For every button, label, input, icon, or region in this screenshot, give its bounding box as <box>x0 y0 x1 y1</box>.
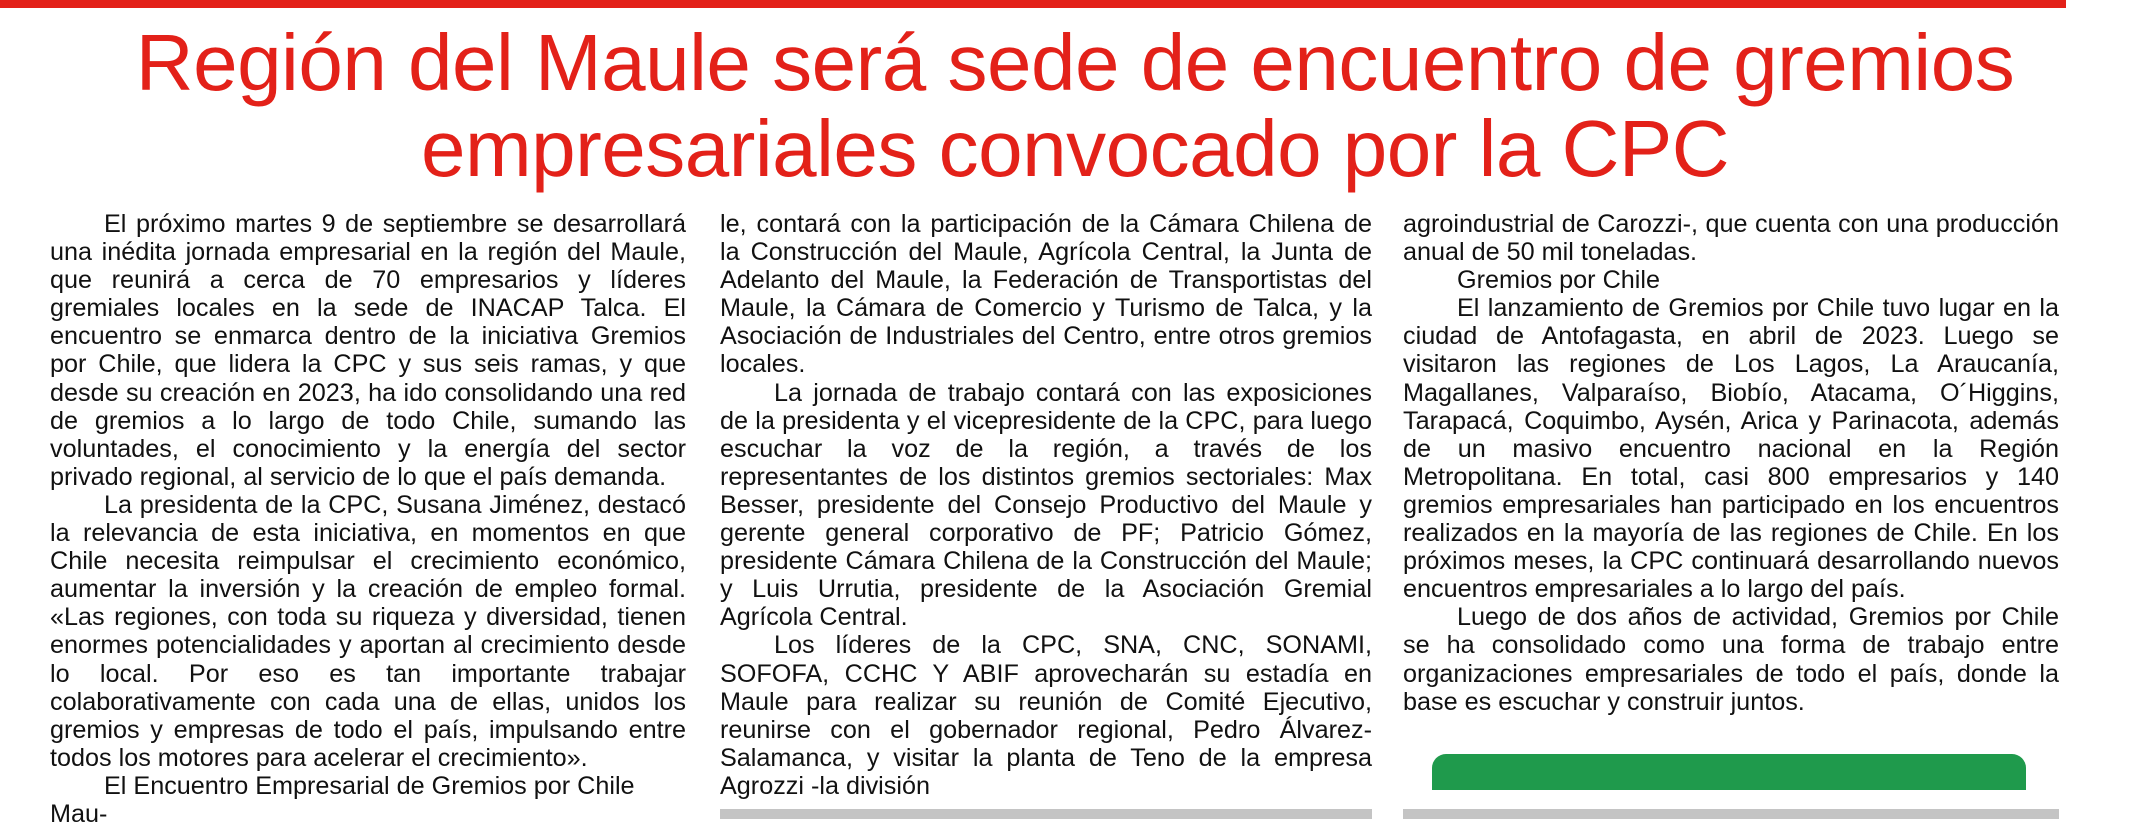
subheading: Gremios por Chile <box>1457 266 1660 295</box>
article-column-3 <box>1403 210 2059 716</box>
bottom-edge-fragment <box>720 809 1372 819</box>
paragraph: Los líderes de la CPC, SNA, CNC, SONAMI, SOFOFA, CCHC Y ABIF aprovecharán su estadía en Maule para realizar su reunión de Comité Ejecutivo, reunirse con el gobernador regional, Pedro Álvarez-Salamanca, y visitar la planta de Teno de la empresa Agrozzi -la división <box>720 631 1372 800</box>
headline: Región del Maule será sede de encuentro de gremios empresariales convocado por la CPC <box>135 18 2015 193</box>
paragraph: La presidenta de la CPC, Susana Jiménez, destacó la relevancia de esta iniciativa, en momentos en que Chile necesita reimpulsar el crecimiento económico, aumentar la inversión y la creación de empleo formal. «Las regiones, con toda su riqueza y diversidad, tienen enormes potencialidades y aportan al crecimiento desde lo local. Por eso es tan importante trabajar colaborativamente con cada una de ellas, unidos los gremios y empresas de todo el país, impulsando entre todos los motores para acelerar el crecimiento». <box>50 490 686 772</box>
top-red-rule <box>0 0 2066 8</box>
bottom-edge-fragment <box>1403 809 2059 819</box>
article-column-1 <box>50 210 686 828</box>
green-accent-bar <box>1432 754 2026 790</box>
paragraph: El próximo martes 9 de septiembre se desarrollará una inédita jornada empresarial en la región del Maule, que reunirá a cerca de 70 empresarios y líderes gremiales locales en la sede de INACAP Talca. El encuentro se enmarca dentro de la iniciativa Gremios por Chile, que lidera la CPC y sus seis ramas, y que desde su creación en 2023, ha ido consolidando una red de gremios a lo largo de todo Chile, sumando las voluntades, el conocimiento y la energía del sector privado regional, al servicio de lo que el país demanda. <box>50 210 686 491</box>
paragraph: le, contará con la participación de la Cámara Chilena de la Construcción del Maule, Agrícola Central, la Junta de Adelanto del Maule, la Federación de Transportistas del Maule, la Cámara de Comercio y Turismo de Talca, y la Asociación de Industriales del Centro, entre otros gremios locales. <box>720 210 1372 379</box>
paragraph: agroindustrial de Carozzi-, que cuenta con una producción anual de 50 mil toneladas. <box>1403 210 2059 267</box>
article-column-2 <box>720 210 1372 800</box>
paragraph: La jornada de trabajo contará con las exposiciones de la presidenta y el vicepresidente de la CPC, para luego escuchar la voz de la región, a través de los representantes de los distintos gremios sectoriales: Max Besser, presidente del Consejo Productivo del Maule y gerente general corporativo de PF; Patricio Gómez, presidente Cámara Chilena de la Construcción del Maule; y Luis Urrutia, presidente de la Asociación Gremial Agrícola Central. <box>720 378 1372 632</box>
paragraph: Luego de dos años de actividad, Gremios por Chile se ha consolidado como una forma de trabajo entre organizaciones empresariales de todo el país, donde la base es escuchar y construir juntos. <box>1403 603 2059 716</box>
paragraph: El Encuentro Empresarial de Gremios por Chile Mau- <box>50 771 635 828</box>
paragraph: El lanzamiento de Gremios por Chile tuvo lugar en la ciudad de Antofagasta, en abril de 2023. Luego se visitaron las regiones de Los Lagos, La Araucanía, Magallanes, Valparaíso, Biobío, Atacama, O´Higgins, Tarapacá, Coquimbo, Aysén, Arica y Parinacota, además de un masivo encuentro nacional en la Región Metropolitana. En total, casi 800 empresarios y 140 gremios empresariales han participado en los encuentros realizados en la mayoría de las regiones de Chile. En los próximos meses, la CPC continuará desarrollando nuevos encuentros empresariales a lo largo del país. <box>1403 294 2059 604</box>
